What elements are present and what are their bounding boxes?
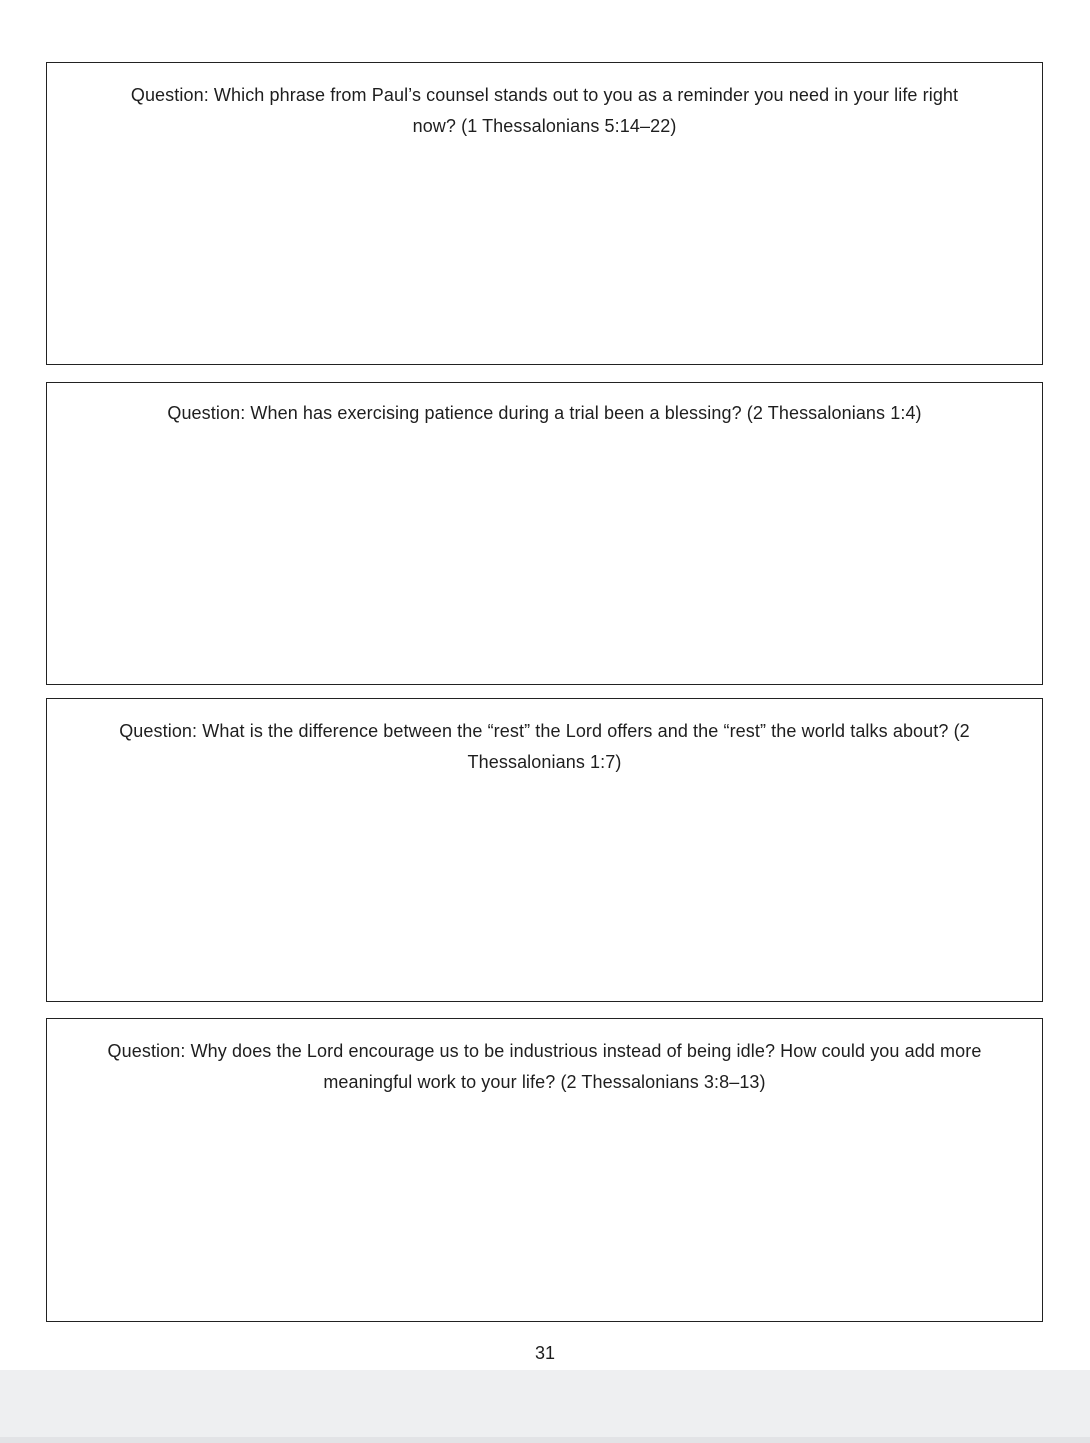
question-box-1 bbox=[46, 62, 1043, 365]
question-text-3: Question: What is the difference between the “rest” the Lord offers and the “rest” the world talks about? (2 Thessalonians 1:7) bbox=[119, 721, 970, 772]
question-box-3 bbox=[46, 698, 1043, 1002]
question-box-2 bbox=[46, 382, 1043, 685]
page-number: 31 bbox=[534, 1343, 556, 1363]
viewer-footer-edge bbox=[0, 1437, 1090, 1443]
viewer-footer-band bbox=[0, 1370, 1090, 1443]
question-box-4 bbox=[46, 1018, 1043, 1322]
question-text-2: Question: When has exercising patience during a trial been a blessing? (2 Thessalonians 1:4) bbox=[167, 403, 922, 423]
question-text-4: Question: Why does the Lord encourage us to be industrious instead of being idle? How could you add more meaningful work to your life? (2 Thessalonians 3:8–13) bbox=[107, 1041, 982, 1092]
question-text-1: Question: Which phrase from Paul’s counsel stands out to you as a reminder you need in your life right now? (1 Thessalonians 5:14–22) bbox=[130, 85, 959, 136]
